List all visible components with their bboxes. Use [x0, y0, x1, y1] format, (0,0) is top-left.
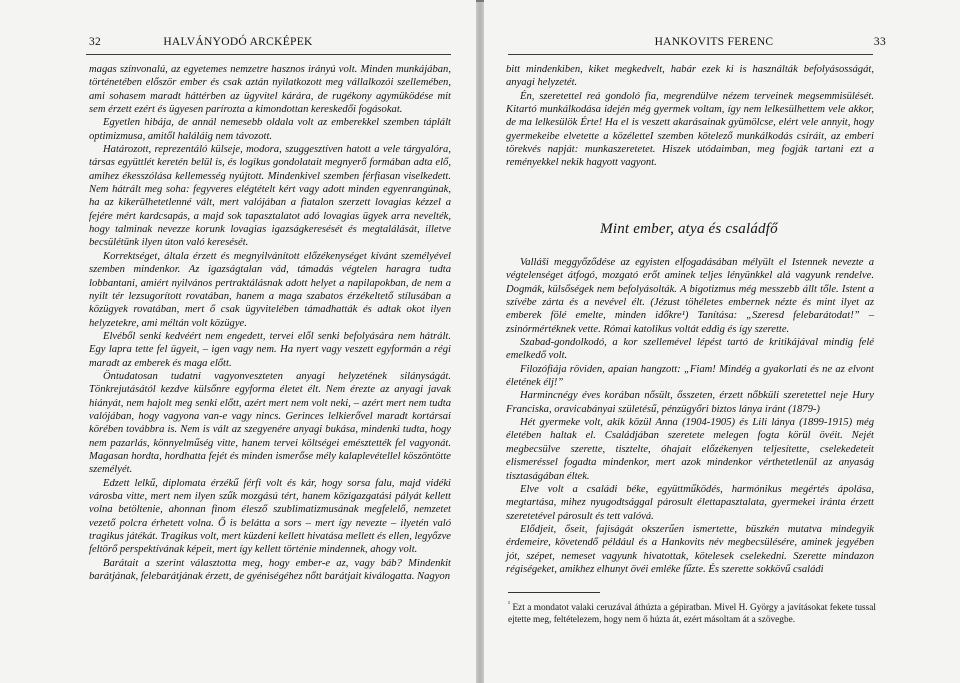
paragraph: magas színvonalú, az egyetemes nemzetre hasznos irányú volt. Minden munkájában, történetében először ember és csak aztán nyilatkozott meg vállalkozói szellemében, ami sohasem maradt háttérben az ügyvitel kárára, de rugékony agymüködése mit sem érzett ezért és ügyesen parírozta a kimondottan kereskedői fogásokat.	[89, 64, 451, 116]
paragraph: Elve volt a családi béke, együttműködés, harmónikus megértés ápolása, megtartása, mihez nyugodtsággal párosult élettapasztalata, gyermekei iránta érzett szeretetével párosult és tett valóvá.	[506, 483, 874, 522]
paragraph: Egyetlen hibája, de annál nemesebb oldala volt az emberekkel szemben táplált optimizmusa, amitől haláláig nem távozott.	[89, 117, 451, 142]
left-page	[0, 0, 476, 683]
header-rule	[508, 54, 873, 55]
right-page	[484, 0, 960, 683]
footnote-mark: ¹	[508, 600, 511, 608]
left-page-body	[89, 63, 451, 583]
paragraph: Korrektséget, általa érzett és megnyilvánított előzékenységet kívánt személyével szemben mindenkor. Az igazságtalan vád, támadás végtelen haragra tudta lobbantani, amiért nyilvános pertraktálásnak adott helyet a napilapokban, de nem a nyilt tér lezsugorított rovatában, hanem a maga szabatos érzékeltető stílusában a közügyek rovatában, mert ő csak ügyvitelében támadhatták és adtak okot ilyen helyzetekre, ami méltán volt közügye.	[89, 250, 451, 329]
left-page-header	[0, 36, 476, 56]
paragraph: Hét gyermeke volt, akik közül Anna (1904-1905) és Lili lánya (1899-1915) még életében haltak el. Családjában szeretete melegen fogta körül övéit. Nejét megbecsülve szerette, tisztelte, óhajait előzékenyen teljesítette, cselekedeteit elismeréssel fogadta mindenkor, mert azok mindenkor vérthetetlenül az anyaság tisztaságában éltek.	[506, 417, 874, 482]
paragraph: Elődjeit, őseit, fajiságát okszerűen ismertette, büszkén mutatva mindegyik érdemeire, követendő például és a Hankovits név megbecsülésére, aminek jegyében jót, szépet, nemeset vagyunk hivatottak, kötelesek cselekedni. Szerette mindazon régiségeket, amikhez elhunyt övéi emléke fűzte. És szerette sokkövű családi	[506, 523, 874, 575]
paragraph: Valláši meggyőződése az egyisten elfogadásában mélyült el Istennek nevezte a végtelenséget átfogó, mozgató erőt aminek teljes lényünkkel alá vagyunk rendelve. Dogmák, külsőségek nem befolyásolták. A bigotizmus még messzebb állt tőle. Istent a szívébe zárta és a nevével élt. (Jézust töhéletes embernek nézte és mint ilyet az emberek fölé emelte, minden időkre¹) Tanítása: „Szeresd felebarátodat!” – zsinórmértéknek vette. Római katolikus voltát eddig és így szerette.	[506, 257, 874, 335]
page-number: 33	[873, 36, 886, 48]
footnote	[508, 598, 876, 627]
section-title: Mint ember, atya és családfő	[600, 221, 778, 237]
paragraph: Harmincnégy éves korában nősült, ősszeten, érzett nőbküli szeretettel neje Hury Franciska, oravicabányai születésű, pénzügyőri biztos lánya iránt (1879-)	[506, 390, 874, 415]
paragraph: Öntudatosan tudatni vagyonveszteten anyagi helyzetének silányságát. Tönkrejutásától kezdve külsőnre egyforma életet élt. Nem érezte az anyagi javak hiányát, nem hajolt meg senki előtt, azért mert nem volt neki, – azért mert nem tudta valójában, hogy vagyona van-e vagy nincs. Gerinces lelkierővel maradt kortársai körében továbbra is. Nem is vált az szegyenére anyagi bukása, mindenki tudta, hogy nem pazarlás, könnyelműség vitte, hanem tervei költségei emésztették fel vagyonát. Magasan hordta, hordhatta fejét és minden ismerőse mély kalaplevétellel köszöntötte személyét.	[89, 370, 451, 476]
paragraph: Határozott, reprezentáló külseje, modora, szuggesztíven hatott a vele tárgyalóra, társas együttlét keretén belül is, és logikus gondolatait megnyerő formában adta elő, amihez ékesszólása kellemesség nyújtott. Mindenkivel szemben férfiasan viselkedett. Nem hátrált meg soha: fegyveres elégtételt kért vagy adott minden egyenrangúnak, ha az kikerülhetetlenné vált, mert valójában a fiatalon szerzett lovagias kézzel a fejére mért kardcsapás, a majd sok tapasztalatot adó lovagias ügyek arra nevelték, hogy talminak nevezze korunk lovagias igazságkeresését és megtalálását, illetve becsülétünk ilyen úton való keresését.	[89, 144, 451, 249]
right-page-body-upper	[506, 63, 874, 170]
right-page-header	[484, 36, 960, 56]
paragraph: bitt mindenkiben, kiket megkedvelt, habár ezek ki is használták befolyásosságát, anyagi helyzetét.	[506, 64, 874, 89]
header-rule	[86, 54, 451, 55]
paragraph: Elvéből senki kedvéért nem engedett, tervei elől senki befolyására nem hátrált. Egy lapra tette fel ügyeit, – igen vagy nem. Ha nyert vagy veszett egyformán a régi maradt az emberek és maga előtt.	[89, 330, 451, 369]
paragraph: Én, szeretettel reá gondoló fia, megrendülve nézem terveinek megsemmisülését. Kitartó munkálkodása idején még gyermek voltam, így nem lelkesülhettem vele akkor, de ma lelkesülök Érte! Ha el is veszett akarásainak gyümölcse, elért vele annyit, hogy gyermekeibe elvetette a közéletteI szemben kötelező munkálkodás csíráit, az emberi törekvés napját: munkaszeretetet. Hiszek utódaimban, meg fogják tartani ezt a reményekkel nekik hagyott vagyont.	[506, 90, 874, 169]
book-gutter	[476, 0, 484, 683]
paragraph: Szabad-gondolkodó, a kor szellemével lépést tartó de kritikájával mindig felé emelkedő volt.	[506, 337, 874, 362]
right-page-body-lower	[506, 256, 874, 576]
footnote-rule	[508, 592, 600, 593]
running-head: HALVÁNYODÓ ARCKÉPEK	[163, 36, 313, 48]
paragraph: Barátait a szerint választotta meg, hogy ember-e az, vagy báb? Mindenkit barátjának, felebarátjának érzett, de gyéniségéhez nőtt barátjait kiválogatta. Nagyon	[89, 557, 451, 583]
page-number: 32	[89, 36, 102, 48]
footnote-text: Ezt a mondatot valaki ceruzával áthúzta a gépiratban. Mivel H. György a javításokat fekete tussal ejtette meg, feltételezem, hogy nem ő húzta át, ezért másoltam át a szövegbe.	[508, 603, 877, 626]
gutter-mark	[476, 0, 484, 2]
running-head: HANKOVITS FERENC	[654, 36, 774, 48]
paragraph: Edzett lelkű, diplomata érzékű férfi volt és kár, hogy sorsa falu, majd vidéki városba vitte, mert nem ilyen szűk mozgású tért, hanem közigazgatási pályát kellett volna betöltenie, ahonnan finom élesző szublimatizmusának megfelelő, nemzetet vezető polcra érhetett volna. Ő is belátta a sors – mert így nevezte – ilyetén való tragikus játékát. Tragikus volt, mert küzdeni kellett hivatása mellett és ellen, legyőzve feltörő perspektívának képeit, mert így kellett történie mindennek, ahogy volt.	[89, 477, 451, 556]
paragraph: Filozófiája röviden, apaian hangzott: „Fiam! Mindég a gyakorlati és ne az elvont életének élj!”	[506, 363, 874, 389]
